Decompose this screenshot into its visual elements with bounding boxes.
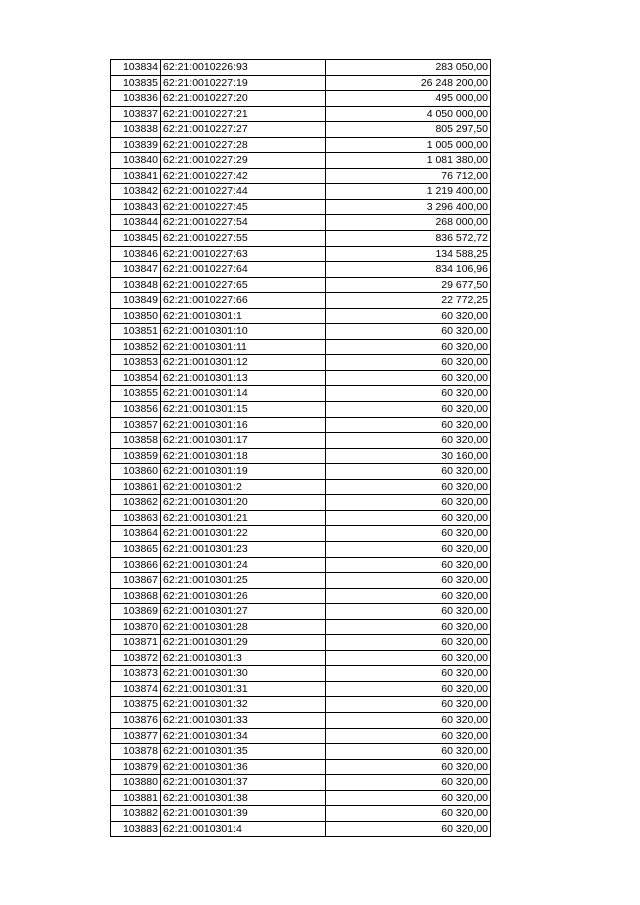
table-row [111, 557, 491, 573]
cadastral-number-cell: 62:21:0010301:35 [161, 744, 326, 760]
cadastral-number-cell: 62:21:0010227:28 [161, 137, 326, 153]
table-row [111, 541, 491, 557]
table-row [111, 728, 491, 744]
cadastral-value-cell: 60 320,00 [326, 775, 491, 791]
row-number-cell: 103843 [111, 199, 161, 215]
cadastral-number-cell: 62:21:0010301:10 [161, 324, 326, 340]
cadastral-number-cell: 62:21:0010227:64 [161, 262, 326, 278]
row-number-cell: 103879 [111, 759, 161, 775]
cadastral-value-cell: 60 320,00 [326, 666, 491, 682]
cadastral-number-cell: 62:21:0010301:23 [161, 541, 326, 557]
cadastral-value-cell: 834 106,96 [326, 262, 491, 278]
row-number-cell: 103837 [111, 106, 161, 122]
cadastral-value-cell: 60 320,00 [326, 386, 491, 402]
table-row [111, 619, 491, 635]
cadastral-number-cell: 62:21:0010301:2 [161, 479, 326, 495]
row-number-cell: 103861 [111, 479, 161, 495]
table-row [111, 790, 491, 806]
row-number-cell: 103855 [111, 386, 161, 402]
row-number-cell: 103881 [111, 790, 161, 806]
cadastral-value-cell: 60 320,00 [326, 495, 491, 511]
cadastral-value-cell: 60 320,00 [326, 541, 491, 557]
table-row [111, 277, 491, 293]
cadastral-value-cell: 60 320,00 [326, 510, 491, 526]
cadastral-number-cell: 62:21:0010301:34 [161, 728, 326, 744]
cadastral-number-cell: 62:21:0010301:14 [161, 386, 326, 402]
cadastral-value-cell: 60 320,00 [326, 744, 491, 760]
cadastral-number-cell: 62:21:0010227:55 [161, 231, 326, 247]
cadastral-value-cell: 60 320,00 [326, 759, 491, 775]
cadastral-number-cell: 62:21:0010301:11 [161, 339, 326, 355]
table-row [111, 199, 491, 215]
row-number-cell: 103859 [111, 448, 161, 464]
table-row [111, 122, 491, 138]
cadastral-number-cell: 62:21:0010301:38 [161, 790, 326, 806]
cadastral-number-cell: 62:21:0010227:21 [161, 106, 326, 122]
table-row [111, 526, 491, 542]
cadastral-number-cell: 62:21:0010301:22 [161, 526, 326, 542]
cadastral-number-cell: 62:21:0010227:65 [161, 277, 326, 293]
table-row [111, 246, 491, 262]
table-row [111, 168, 491, 184]
cadastral-value-cell: 60 320,00 [326, 588, 491, 604]
cadastral-number-cell: 62:21:0010301:31 [161, 681, 326, 697]
row-number-cell: 103878 [111, 744, 161, 760]
table-row [111, 712, 491, 728]
table-row [111, 402, 491, 418]
table-row [111, 293, 491, 309]
cadastral-number-cell: 62:21:0010301:16 [161, 417, 326, 433]
row-number-cell: 103849 [111, 293, 161, 309]
cadastral-value-cell: 60 320,00 [326, 370, 491, 386]
table-row [111, 339, 491, 355]
row-number-cell: 103863 [111, 510, 161, 526]
table-row [111, 495, 491, 511]
table-row [111, 355, 491, 371]
cadastral-value-cell: 805 297,50 [326, 122, 491, 138]
row-number-cell: 103882 [111, 806, 161, 822]
table-row [111, 75, 491, 91]
row-number-cell: 103866 [111, 557, 161, 573]
cadastral-number-cell: 62:21:0010301:29 [161, 635, 326, 651]
table-row [111, 137, 491, 153]
row-number-cell: 103877 [111, 728, 161, 744]
table-row [111, 806, 491, 822]
row-number-cell: 103870 [111, 619, 161, 635]
table-row [111, 650, 491, 666]
cadastral-number-cell: 62:21:0010227:66 [161, 293, 326, 309]
table-row [111, 215, 491, 231]
cadastral-value-cell: 60 320,00 [326, 635, 491, 651]
cadastral-number-cell: 62:21:0010301:27 [161, 604, 326, 620]
row-number-cell: 103875 [111, 697, 161, 713]
cadastral-value-table [110, 59, 491, 837]
cadastral-value-cell: 76 712,00 [326, 168, 491, 184]
table-row [111, 106, 491, 122]
cadastral-number-cell: 62:21:0010301:18 [161, 448, 326, 464]
table-row [111, 370, 491, 386]
row-number-cell: 103842 [111, 184, 161, 200]
cadastral-number-cell: 62:21:0010301:30 [161, 666, 326, 682]
row-number-cell: 103871 [111, 635, 161, 651]
cadastral-number-cell: 62:21:0010301:21 [161, 510, 326, 526]
cadastral-value-cell: 60 320,00 [326, 790, 491, 806]
cadastral-value-cell: 60 320,00 [326, 324, 491, 340]
cadastral-number-cell: 62:21:0010301:33 [161, 712, 326, 728]
table-row [111, 635, 491, 651]
cadastral-number-cell: 62:21:0010301:36 [161, 759, 326, 775]
cadastral-value-cell: 60 320,00 [326, 417, 491, 433]
cadastral-value-cell: 29 677,50 [326, 277, 491, 293]
row-number-cell: 103868 [111, 588, 161, 604]
cadastral-value-cell: 283 050,00 [326, 60, 491, 76]
table-row [111, 588, 491, 604]
row-number-cell: 103838 [111, 122, 161, 138]
row-number-cell: 103856 [111, 402, 161, 418]
cadastral-value-cell: 26 248 200,00 [326, 75, 491, 91]
cadastral-value-cell: 1 081 380,00 [326, 153, 491, 169]
cadastral-number-cell: 62:21:0010227:45 [161, 199, 326, 215]
cadastral-value-cell: 60 320,00 [326, 464, 491, 480]
row-number-cell: 103862 [111, 495, 161, 511]
cadastral-number-cell: 62:21:0010227:27 [161, 122, 326, 138]
table-row [111, 60, 491, 76]
row-number-cell: 103845 [111, 231, 161, 247]
row-number-cell: 103852 [111, 339, 161, 355]
cadastral-number-cell: 62:21:0010301:26 [161, 588, 326, 604]
cadastral-value-cell: 60 320,00 [326, 355, 491, 371]
row-number-cell: 103876 [111, 712, 161, 728]
row-number-cell: 103865 [111, 541, 161, 557]
row-number-cell: 103847 [111, 262, 161, 278]
row-number-cell: 103836 [111, 91, 161, 107]
row-number-cell: 103858 [111, 433, 161, 449]
row-number-cell: 103867 [111, 573, 161, 589]
cadastral-value-cell: 134 588,25 [326, 246, 491, 262]
table-row [111, 681, 491, 697]
table-row [111, 464, 491, 480]
cadastral-number-cell: 62:21:0010301:19 [161, 464, 326, 480]
cadastral-number-cell: 62:21:0010301:3 [161, 650, 326, 666]
cadastral-number-cell: 62:21:0010301:1 [161, 308, 326, 324]
cadastral-number-cell: 62:21:0010301:32 [161, 697, 326, 713]
table-row [111, 510, 491, 526]
cadastral-value-cell: 60 320,00 [326, 433, 491, 449]
table-row [111, 184, 491, 200]
cadastral-number-cell: 62:21:0010227:29 [161, 153, 326, 169]
cadastral-value-cell: 60 320,00 [326, 557, 491, 573]
table-row [111, 153, 491, 169]
cadastral-number-cell: 62:21:0010301:4 [161, 821, 326, 837]
row-number-cell: 103839 [111, 137, 161, 153]
cadastral-number-cell: 62:21:0010301:17 [161, 433, 326, 449]
row-number-cell: 103873 [111, 666, 161, 682]
row-number-cell: 103874 [111, 681, 161, 697]
table-row [111, 262, 491, 278]
row-number-cell: 103864 [111, 526, 161, 542]
cadastral-value-cell: 60 320,00 [326, 573, 491, 589]
cadastral-number-cell: 62:21:0010301:39 [161, 806, 326, 822]
row-number-cell: 103883 [111, 821, 161, 837]
cadastral-number-cell: 62:21:0010227:19 [161, 75, 326, 91]
row-number-cell: 103854 [111, 370, 161, 386]
table-row [111, 479, 491, 495]
cadastral-number-cell: 62:21:0010301:12 [161, 355, 326, 371]
cadastral-value-cell: 60 320,00 [326, 339, 491, 355]
cadastral-value-cell: 268 000,00 [326, 215, 491, 231]
table-row [111, 386, 491, 402]
row-number-cell: 103848 [111, 277, 161, 293]
cadastral-value-cell: 3 296 400,00 [326, 199, 491, 215]
cadastral-value-cell: 30 160,00 [326, 448, 491, 464]
table-row [111, 759, 491, 775]
table-row [111, 324, 491, 340]
row-number-cell: 103869 [111, 604, 161, 620]
cadastral-value-cell: 60 320,00 [326, 650, 491, 666]
cadastral-value-cell: 60 320,00 [326, 526, 491, 542]
table-row [111, 231, 491, 247]
cadastral-value-cell: 60 320,00 [326, 712, 491, 728]
cadastral-number-cell: 62:21:0010301:28 [161, 619, 326, 635]
cadastral-value-cell: 1 005 000,00 [326, 137, 491, 153]
cadastral-number-cell: 62:21:0010226:93 [161, 60, 326, 76]
cadastral-number-cell: 62:21:0010301:37 [161, 775, 326, 791]
table-row [111, 448, 491, 464]
cadastral-number-cell: 62:21:0010227:54 [161, 215, 326, 231]
table-row [111, 697, 491, 713]
cadastral-number-cell: 62:21:0010227:63 [161, 246, 326, 262]
row-number-cell: 103840 [111, 153, 161, 169]
row-number-cell: 103857 [111, 417, 161, 433]
cadastral-value-cell: 60 320,00 [326, 697, 491, 713]
cadastral-value-cell: 60 320,00 [326, 681, 491, 697]
row-number-cell: 103834 [111, 60, 161, 76]
table-body [111, 60, 491, 837]
table-row [111, 604, 491, 620]
row-number-cell: 103841 [111, 168, 161, 184]
cadastral-value-cell: 60 320,00 [326, 479, 491, 495]
cadastral-value-cell: 60 320,00 [326, 619, 491, 635]
cadastral-value-cell: 60 320,00 [326, 402, 491, 418]
cadastral-number-cell: 62:21:0010301:20 [161, 495, 326, 511]
cadastral-number-cell: 62:21:0010227:42 [161, 168, 326, 184]
row-number-cell: 103844 [111, 215, 161, 231]
cadastral-number-cell: 62:21:0010227:20 [161, 91, 326, 107]
cadastral-value-cell: 60 320,00 [326, 604, 491, 620]
table-row [111, 91, 491, 107]
cadastral-value-cell: 60 320,00 [326, 806, 491, 822]
row-number-cell: 103853 [111, 355, 161, 371]
cadastral-value-cell: 836 572,72 [326, 231, 491, 247]
cadastral-value-cell: 60 320,00 [326, 821, 491, 837]
table-row [111, 573, 491, 589]
row-number-cell: 103846 [111, 246, 161, 262]
row-number-cell: 103835 [111, 75, 161, 91]
cadastral-number-cell: 62:21:0010227:44 [161, 184, 326, 200]
row-number-cell: 103880 [111, 775, 161, 791]
table-row [111, 308, 491, 324]
table-row [111, 417, 491, 433]
table-row [111, 433, 491, 449]
row-number-cell: 103851 [111, 324, 161, 340]
cadastral-value-cell: 1 219 400,00 [326, 184, 491, 200]
table-row [111, 744, 491, 760]
cadastral-number-cell: 62:21:0010301:25 [161, 573, 326, 589]
row-number-cell: 103860 [111, 464, 161, 480]
row-number-cell: 103872 [111, 650, 161, 666]
table-row [111, 666, 491, 682]
cadastral-number-cell: 62:21:0010301:15 [161, 402, 326, 418]
cadastral-value-cell: 60 320,00 [326, 728, 491, 744]
table-row [111, 821, 491, 837]
cadastral-value-cell: 4 050 000,00 [326, 106, 491, 122]
cadastral-number-cell: 62:21:0010301:24 [161, 557, 326, 573]
cadastral-value-cell: 495 000,00 [326, 91, 491, 107]
cadastral-value-cell: 22 772,25 [326, 293, 491, 309]
table-row [111, 775, 491, 791]
row-number-cell: 103850 [111, 308, 161, 324]
cadastral-value-cell: 60 320,00 [326, 308, 491, 324]
cadastral-number-cell: 62:21:0010301:13 [161, 370, 326, 386]
